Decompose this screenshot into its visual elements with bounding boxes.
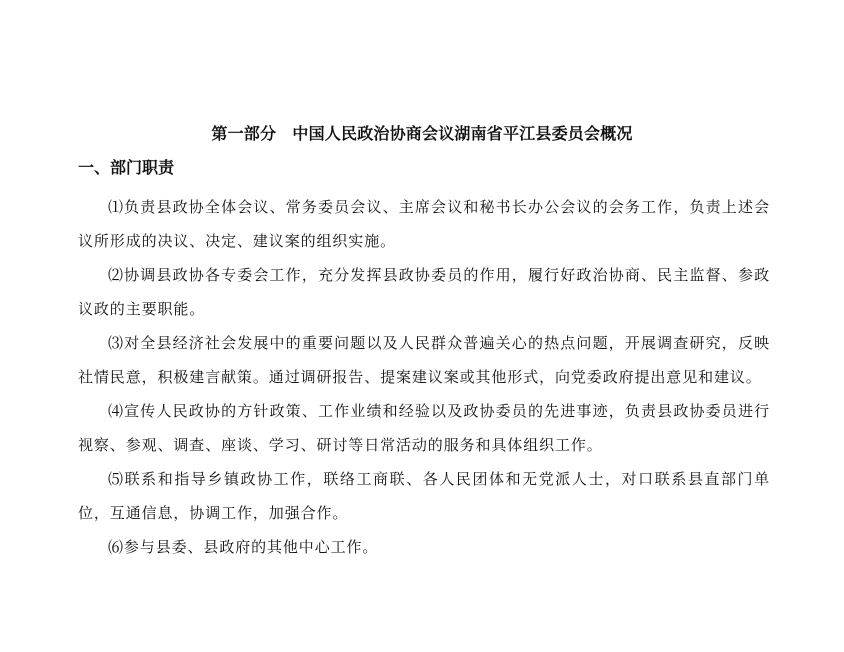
duty-item: ⑹参与县委、县政府的其他中心工作。 <box>108 538 379 556</box>
duty-item: ⑵协调县政协各专委会工作，充分发挥县政协委员的作用，履行好政治协商、民主监督、参政议政的主要职能。 <box>78 266 770 318</box>
duty-item: ⑸联系和指导乡镇政协工作，联络工商联、各人民团体和无党派人士，对口联系县直部门单位，互通信息，协调工作，加强合作。 <box>78 470 770 522</box>
section-heading: 一、部门职责 <box>78 158 175 177</box>
document-title: 第一部分 中国人民政治协商会议湖南省平江县委员会概况 <box>211 124 633 143</box>
duties-list <box>78 190 770 564</box>
duty-item: ⑶对全县经济社会发展中的重要问题以及人民群众普遍关心的热点问题，开展调查研究，反映社情民意，积极建言献策。通过调研报告、提案建议案或其他形式，向党委政府提出意见和建议。 <box>78 334 770 386</box>
duty-item: ⑴负责县政协全体会议、常务委员会议、主席会议和秘书长办公会议的会务工作，负责上述会议所形成的决议、决定、建议案的组织实施。 <box>78 198 770 250</box>
duty-item: ⑷宣传人民政协的方针政策、工作业绩和经验以及政协委员的先进事迹，负责县政协委员进行视察、参观、调查、座谈、学习、研讨等日常活动的服务和具体组织工作。 <box>78 402 770 454</box>
